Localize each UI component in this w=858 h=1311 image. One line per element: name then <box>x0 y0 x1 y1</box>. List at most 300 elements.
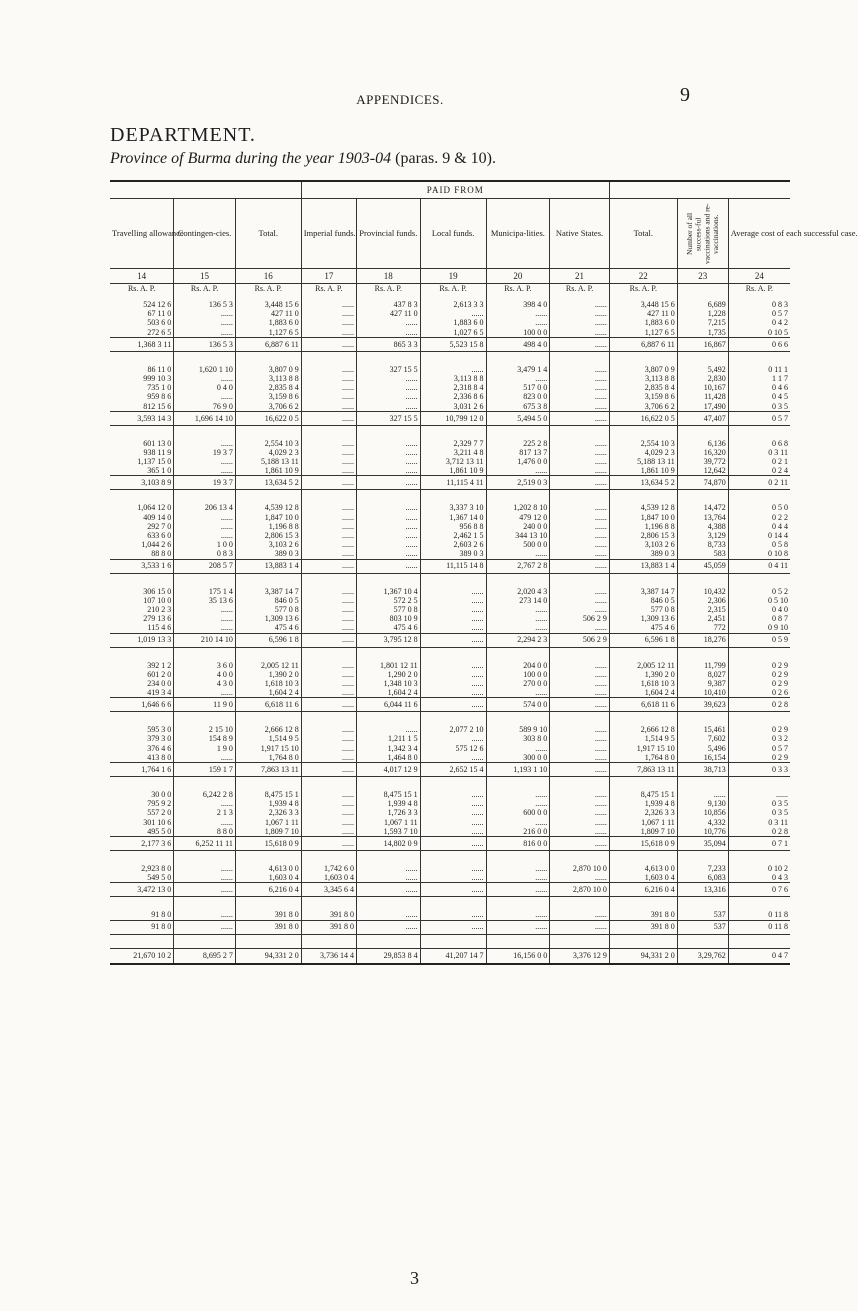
table-cell: ...... <box>301 605 356 614</box>
table-cell: 115 4 6 <box>147 623 172 633</box>
table-cell: ...... <box>550 688 610 698</box>
spacer-cell <box>356 647 420 661</box>
column-header: Average cost of each successful case. <box>728 199 790 269</box>
table-cell: 1,367 14 0 <box>420 513 486 522</box>
table-cell: ...... <box>550 549 610 559</box>
table-cell: 4,388 <box>677 522 728 531</box>
table-cell: ...... <box>550 300 610 309</box>
table-cell: ...... <box>301 734 356 743</box>
table-cell: ...... <box>550 808 610 817</box>
table-cell: 204 0 0 <box>486 661 550 670</box>
table-cell: ...... <box>301 365 356 374</box>
table-cell: 2,329 7 7 <box>420 439 486 448</box>
spacer-cell <box>301 850 356 864</box>
table-cell: 0 3 11 <box>728 818 790 827</box>
spacer-cell <box>677 647 728 661</box>
column-header: Total. <box>609 199 677 269</box>
table-cell: ...... <box>301 513 356 522</box>
subtotal-row <box>110 763 790 777</box>
subtotal-cell: 2,177 3 6 <box>110 836 174 850</box>
subtotal-cell: 4,017 12 9 <box>356 763 420 777</box>
table-cell: ...... <box>301 439 356 448</box>
subtotal-cell: 0 3 3 <box>728 763 790 777</box>
table-cell: ...... <box>550 503 610 512</box>
table-cell: 8 8 0 <box>174 827 236 837</box>
table-row <box>110 623 790 633</box>
table-cell: ...... <box>301 808 356 817</box>
subtotal-cell: 3,345 6 4 <box>301 883 356 897</box>
table-row <box>110 522 790 531</box>
column-number-row <box>110 269 790 284</box>
table-cell: ...... <box>174 614 236 623</box>
spacer-cell <box>609 934 677 948</box>
spacer-row <box>110 777 790 791</box>
subtotal-cell: 19 3 7 <box>174 476 236 490</box>
subtotal-cell: 2,652 15 4 <box>420 763 486 777</box>
spacer-cell <box>609 490 677 504</box>
table-cell: ...... <box>301 392 356 401</box>
table-cell: 1,883 6 0 <box>420 318 486 327</box>
table-cell: 0 3 2 <box>728 734 790 743</box>
spacer-cell <box>420 647 486 661</box>
subtotal-cell: ...... <box>301 836 356 850</box>
table-cell: 1,127 6 5 <box>609 328 677 338</box>
subtotal-cell: ...... <box>420 920 486 934</box>
table-cell: ...... <box>550 531 610 540</box>
grand-total-cell: 3,736 14 4 <box>301 948 356 964</box>
spacer-cell <box>356 573 420 587</box>
table-cell: ...... <box>301 503 356 512</box>
table-cell: 5,492 <box>677 365 728 374</box>
table-cell: 4,539 12 8 <box>235 503 301 512</box>
table-cell: 301 10 6 <box>143 817 172 827</box>
table-cell: ...... <box>174 318 236 327</box>
spacer-cell <box>235 351 301 365</box>
column-header: Total. <box>235 199 301 269</box>
table-row <box>110 753 790 763</box>
table-cell: 524 12 6 <box>143 300 172 309</box>
subtotal-cell: ...... <box>486 920 550 934</box>
spacer-cell <box>728 934 790 948</box>
subtotal-row <box>110 698 790 712</box>
table-cell: ...... <box>486 318 550 327</box>
spacer-cell <box>235 573 301 587</box>
table-cell: 503 6 0 <box>147 318 172 328</box>
footer-mark: 3 <box>410 1268 419 1288</box>
spacer-cell <box>420 351 486 365</box>
table-row <box>110 725 790 734</box>
table-cell: ...... <box>550 873 610 883</box>
table-cell: 3,479 1 4 <box>486 365 550 374</box>
table-cell: ...... <box>420 587 486 596</box>
subtotal-cell: 7,863 13 11 <box>235 763 301 777</box>
column-number: 21 <box>550 269 610 284</box>
table-cell: ...... <box>550 365 610 374</box>
spacer-cell <box>677 934 728 948</box>
table-cell: ...... <box>550 374 610 383</box>
spacer-cell <box>550 351 610 365</box>
table-cell: ...... <box>301 623 356 633</box>
spacer-cell <box>609 573 677 587</box>
spacer-cell <box>420 934 486 948</box>
spacer-cell <box>235 647 301 661</box>
table-cell: 15,461 <box>677 725 728 734</box>
subtotal-cell: 2,767 2 8 <box>486 559 550 573</box>
subtotal-cell: 18,276 <box>677 633 728 647</box>
table-row <box>110 448 790 457</box>
table-cell: ...... <box>356 448 420 457</box>
table-cell: 1,735 <box>677 328 728 338</box>
spacer-cell <box>356 777 420 791</box>
spacer-cell <box>356 850 420 864</box>
spacer-cell <box>677 425 728 439</box>
table-cell: ...... <box>174 466 236 476</box>
spacer-cell <box>110 573 174 587</box>
table-cell: ...... <box>420 605 486 614</box>
table-cell: 1,861 10 9 <box>420 466 486 476</box>
table-cell: 589 9 10 <box>486 725 550 734</box>
spacer-cell <box>550 490 610 504</box>
table-cell: ...... <box>174 910 236 920</box>
table-cell: 2,326 3 3 <box>609 808 677 817</box>
table-cell: ...... <box>356 439 420 448</box>
spacer-cell <box>174 850 236 864</box>
table-cell: ...... <box>550 605 610 614</box>
table-cell: ...... <box>301 540 356 549</box>
unit-label <box>677 284 728 301</box>
table-cell: 279 13 6 <box>143 614 172 624</box>
table-cell: ...... <box>550 513 610 522</box>
unit-label: Rs. A. P. <box>486 284 550 301</box>
table-cell: ...... <box>356 540 420 549</box>
table-cell: 1,309 13 6 <box>235 614 301 623</box>
table-cell: 270 0 0 <box>486 679 550 688</box>
subtotal-cell: ...... <box>550 763 610 777</box>
spacer-cell <box>301 425 356 439</box>
subtotal-cell: ...... <box>550 559 610 573</box>
table-cell: 16,320 <box>677 448 728 457</box>
table-cell: 3,159 8 6 <box>235 392 301 401</box>
table-cell: 0 2 9 <box>728 670 790 679</box>
subtotal-cell: 3,103 8 9 <box>110 476 174 490</box>
table-cell: 398 4 0 <box>486 300 550 309</box>
table-cell: 234 0 0 <box>147 678 172 688</box>
table-cell: 3,706 6 2 <box>609 402 677 412</box>
spacer-cell <box>609 850 677 864</box>
spacer-row <box>110 850 790 864</box>
table-cell: 1,514 9 5 <box>609 734 677 743</box>
table-row <box>110 596 790 605</box>
table-cell: ...... <box>301 309 356 318</box>
table-cell: 575 12 6 <box>420 744 486 753</box>
table-cell: ...... <box>174 309 236 318</box>
spacer-cell <box>235 712 301 726</box>
table-cell: 0 4 2 <box>728 318 790 327</box>
column-header-row <box>110 199 790 269</box>
column-number: 17 <box>301 269 356 284</box>
subtotal-cell: 16,622 0 5 <box>235 411 301 425</box>
subtotal-cell: ...... <box>301 559 356 573</box>
table-cell: 583 <box>677 549 728 559</box>
table-cell: ...... <box>174 392 236 401</box>
spacer-cell <box>235 850 301 864</box>
table-cell: 6,083 <box>677 873 728 883</box>
table-cell: 10,432 <box>677 587 728 596</box>
subtotal-cell: ...... <box>356 559 420 573</box>
table-cell: 1,137 15 0 <box>137 457 172 467</box>
table-row <box>110 670 790 679</box>
table-cell: ...... <box>550 910 610 920</box>
table-cell: 1,604 2 4 <box>609 688 677 698</box>
table-cell: 14,472 <box>677 503 728 512</box>
table-cell: ...... <box>420 873 486 883</box>
table-cell: 577 0 8 <box>609 605 677 614</box>
table-cell: 1,603 0 4 <box>609 873 677 883</box>
table-cell: 4,613 0 0 <box>609 864 677 873</box>
table-cell: 379 3 0 <box>147 734 172 744</box>
table-cell: ...... <box>356 531 420 540</box>
table-cell: ...... <box>301 587 356 596</box>
table-cell: 136 5 3 <box>174 300 236 309</box>
table-cell: 17,490 <box>677 402 728 412</box>
subtotal-row <box>110 920 790 934</box>
table-cell: 959 8 6 <box>147 392 172 402</box>
spacer-cell <box>235 934 301 948</box>
unit-label: Rs. A. P. <box>420 284 486 301</box>
table-cell: ...... <box>356 864 420 873</box>
table-cell: 419 3 4 <box>147 688 172 698</box>
subtotal-cell: ...... <box>550 836 610 850</box>
table-cell: 10,167 <box>677 383 728 392</box>
table-cell: 7,602 <box>677 734 728 743</box>
table-cell: 8,475 15 1 <box>609 790 677 799</box>
subtotal-row <box>110 337 790 351</box>
spacer-row <box>110 897 790 911</box>
table-cell: 1,764 8 0 <box>235 753 301 763</box>
table-cell: ...... <box>301 402 356 412</box>
table-row <box>110 365 790 374</box>
unit-label: Rs. A. P. <box>609 284 677 301</box>
table-cell: ...... <box>677 790 728 799</box>
table-cell: ...... <box>486 309 550 318</box>
table-row <box>110 318 790 327</box>
table-cell: 376 4 6 <box>147 743 172 753</box>
table-cell: 1,027 6 5 <box>420 328 486 338</box>
table-cell: ...... <box>301 744 356 753</box>
table-cell: ...... <box>301 328 356 338</box>
spacer-row <box>110 425 790 439</box>
table-cell: ...... <box>356 457 420 466</box>
subtotal-cell: 11,115 4 11 <box>420 476 486 490</box>
table-cell: 3,103 2 6 <box>609 540 677 549</box>
table-row <box>110 827 790 837</box>
table-cell: 495 5 0 <box>147 826 172 836</box>
table-cell: 1,390 2 0 <box>609 670 677 679</box>
spacer-cell <box>235 897 301 911</box>
table-cell: ...... <box>301 300 356 309</box>
spacer-cell <box>486 351 550 365</box>
table-cell: 2,462 1 5 <box>420 531 486 540</box>
vaccination-cost-table <box>110 180 858 965</box>
spacer-cell <box>420 712 486 726</box>
table-row <box>110 531 790 540</box>
table-cell: 475 4 6 <box>235 623 301 633</box>
table-cell: 1,809 7 10 <box>235 827 301 837</box>
table-cell: ...... <box>356 522 420 531</box>
subtotal-cell: 159 1 7 <box>174 763 236 777</box>
table-cell: ...... <box>486 605 550 614</box>
table-cell: 1,067 1 11 <box>235 818 301 827</box>
table-cell: 3,103 2 6 <box>235 540 301 549</box>
table-cell: ...... <box>356 513 420 522</box>
table-cell: 5,188 13 11 <box>609 457 677 466</box>
table-cell: ...... <box>420 365 486 374</box>
table-row <box>110 328 790 338</box>
spacer-cell <box>110 351 174 365</box>
table-cell: ...... <box>174 753 236 763</box>
spacer-cell <box>677 573 728 587</box>
table-cell: 506 2 9 <box>550 614 610 623</box>
table-cell: 306 15 0 <box>143 586 172 596</box>
subtotal-cell: 210 14 10 <box>174 633 236 647</box>
table-cell: ...... <box>420 808 486 817</box>
spacer-cell <box>728 777 790 791</box>
grand-total-row <box>110 948 790 964</box>
table-cell: ...... <box>356 318 420 327</box>
table-cell: ...... <box>420 910 486 920</box>
table-body <box>110 284 790 964</box>
subtotal-cell: 0 7 6 <box>728 883 790 897</box>
spacer-cell <box>609 897 677 911</box>
table-cell: 1,290 2 0 <box>356 670 420 679</box>
table-cell: 0 5 0 <box>728 503 790 512</box>
table-cell: 1,067 1 11 <box>609 818 677 827</box>
spacer-cell <box>110 850 174 864</box>
unit-label: Rs. A. P. <box>356 284 420 301</box>
subtotal-cell: 6,216 0 4 <box>609 883 677 897</box>
subtotal-cell: 6,596 1 8 <box>235 633 301 647</box>
table-cell: 0 14 4 <box>728 531 790 540</box>
table-cell: 500 0 0 <box>486 540 550 549</box>
table-cell: 2,005 12 11 <box>235 661 301 670</box>
table-row <box>110 309 790 318</box>
table-cell: 633 6 0 <box>147 531 172 540</box>
subtotal-cell: 6,252 11 11 <box>174 836 236 850</box>
table-cell: 475 4 6 <box>356 623 420 633</box>
table-cell: ...... <box>301 790 356 799</box>
table-row <box>110 503 790 512</box>
table-cell: 817 13 7 <box>486 448 550 457</box>
table-cell: 3,113 8 8 <box>420 374 486 383</box>
table-cell: ...... <box>550 466 610 476</box>
table-cell: ...... <box>420 679 486 688</box>
spacer-cell <box>486 934 550 948</box>
table-cell: 4,332 <box>677 818 728 827</box>
unit-label: Rs. A. P. <box>127 284 156 293</box>
spacer-cell <box>677 490 728 504</box>
subtotal-cell: ...... <box>174 883 236 897</box>
table-cell: 772 <box>677 623 728 633</box>
subtotal-cell: 6,618 11 6 <box>235 698 301 712</box>
grand-total-cell: 3,29,762 <box>677 948 728 964</box>
subtotal-cell: 16,867 <box>677 337 728 351</box>
table-cell: ...... <box>420 596 486 605</box>
table-cell: 1,464 8 0 <box>356 753 420 763</box>
column-number: 15 <box>174 269 236 284</box>
spacer-cell <box>609 712 677 726</box>
table-cell: 13,764 <box>677 513 728 522</box>
table-cell: 0 3 5 <box>728 402 790 412</box>
subtotal-cell: ...... <box>420 836 486 850</box>
spacer-cell <box>728 712 790 726</box>
table-cell: ...... <box>356 910 420 920</box>
table-cell: 1,593 7 10 <box>356 827 420 837</box>
subtotal-cell: 537 <box>677 920 728 934</box>
table-cell: 8,733 <box>677 540 728 549</box>
spacer-row <box>110 647 790 661</box>
table-cell: ...... <box>486 374 550 383</box>
spacer-cell <box>677 777 728 791</box>
column-number: 23 <box>677 269 728 284</box>
subtotal-cell: 2,294 2 3 <box>486 633 550 647</box>
table-cell: ...... <box>174 457 236 466</box>
table-cell: 1 9 0 <box>174 744 236 753</box>
table-cell: ...... <box>301 670 356 679</box>
table-cell: 4,613 0 0 <box>235 864 301 873</box>
column-header: Provincial funds. <box>356 199 420 269</box>
table-row <box>110 466 790 476</box>
table-cell: ...... <box>420 670 486 679</box>
spacer-cell <box>420 850 486 864</box>
subtotal-cell: 5,523 15 8 <box>420 337 486 351</box>
table-cell: 0 8 3 <box>728 300 790 309</box>
table-cell: ...... <box>174 374 236 383</box>
table-row <box>110 910 790 920</box>
table-cell: 0 3 5 <box>728 799 790 808</box>
table-cell: ...... <box>301 383 356 392</box>
paid-from-heading: PAID FROM <box>301 181 609 199</box>
subtotal-cell: 2,519 0 3 <box>486 476 550 490</box>
table-cell: ...... <box>301 531 356 540</box>
subtotal-cell: 15,618 0 9 <box>235 836 301 850</box>
spacer-cell <box>677 712 728 726</box>
table-cell: ...... <box>174 688 236 698</box>
table-cell: 4,029 2 3 <box>235 448 301 457</box>
table-row <box>110 300 790 309</box>
table-cell: 557 2 0 <box>147 808 172 818</box>
table-row <box>110 873 790 883</box>
table-cell: 2,554 10 3 <box>235 439 301 448</box>
table-cell: 8,475 15 1 <box>235 790 301 799</box>
table-cell: 1,211 1 5 <box>356 734 420 743</box>
subtotal-cell: 1,019 13 3 <box>110 633 174 647</box>
table-row <box>110 392 790 401</box>
subtotal-cell: 10,799 12 0 <box>420 411 486 425</box>
table-cell: 273 14 0 <box>486 596 550 605</box>
spacer-cell <box>420 777 486 791</box>
grand-total-cell: 8,695 2 7 <box>174 948 236 964</box>
table-cell: 12,642 <box>677 466 728 476</box>
grand-total-cell: 0 4 7 <box>728 948 790 964</box>
table-cell: 100 0 0 <box>486 670 550 679</box>
subtotal-cell: 11,115 14 8 <box>420 559 486 573</box>
table-cell: ...... <box>550 540 610 549</box>
table-cell: 2,315 <box>677 605 728 614</box>
table-cell: 3,807 0 9 <box>609 365 677 374</box>
subtotal-cell: 74,870 <box>677 476 728 490</box>
subtotal-cell: 0 5 7 <box>728 411 790 425</box>
spacer-cell <box>110 897 174 911</box>
